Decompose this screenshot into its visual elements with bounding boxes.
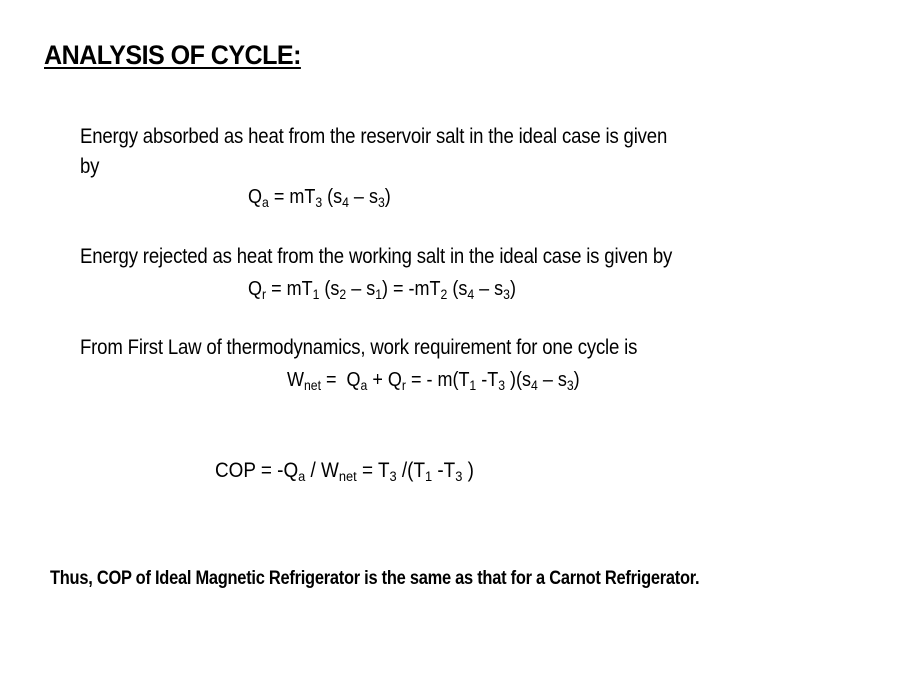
eq-term: / W xyxy=(305,459,339,482)
paragraph-heat-absorbed-line2: by xyxy=(80,155,100,178)
eq-subscript: 2 xyxy=(440,286,448,302)
eq-subscript: 1 xyxy=(375,286,383,302)
eq-term: – s xyxy=(474,278,504,300)
eq-term: COP = -Q xyxy=(215,459,299,482)
eq-subscript: 3 xyxy=(315,194,323,210)
eq-subscript: 3 xyxy=(455,468,463,485)
eq-term: = - m(T xyxy=(405,369,470,391)
eq-term: ) xyxy=(384,186,391,208)
eq-subscript: 4 xyxy=(342,194,349,210)
eq-term: ) xyxy=(509,278,516,300)
equation-heat-rejected xyxy=(248,278,516,301)
conclusion-statement: Thus, COP of Ideal Magnetic Refrigerator is the same as that for a Carnot Refrigerator. xyxy=(50,568,700,589)
eq-term: (s xyxy=(319,278,340,300)
eq-subscript: 2 xyxy=(339,286,347,302)
eq-subscript: 3 xyxy=(566,377,574,393)
slide-title: ANALYSIS OF CYCLE: xyxy=(44,40,301,70)
eq-term: )(s xyxy=(505,369,532,391)
eq-subscript: 3 xyxy=(389,468,397,485)
paragraph-first-law: From First Law of thermodynamics, work requirement for one cycle is xyxy=(80,336,638,359)
eq-subscript: net xyxy=(304,377,322,393)
eq-subscript: 1 xyxy=(469,377,477,393)
eq-subscript: 1 xyxy=(424,468,433,485)
eq-term: ) xyxy=(462,459,474,482)
eq-term: = T xyxy=(356,459,390,482)
eq-subscript: 3 xyxy=(377,194,385,210)
eq-term: (s xyxy=(447,278,468,300)
paragraph-heat-rejected: Energy rejected as heat from the working salt in the ideal case is given by xyxy=(80,245,673,268)
eq-term: -T xyxy=(476,369,499,391)
eq-subscript: 4 xyxy=(531,377,538,393)
eq-term: = Q xyxy=(321,369,361,391)
eq-term: Q xyxy=(248,186,263,208)
eq-subscript: 4 xyxy=(467,286,475,302)
eq-subscript: a xyxy=(262,194,269,210)
eq-term: = mT xyxy=(266,278,313,300)
eq-term: = mT xyxy=(268,186,316,208)
eq-term: – s xyxy=(348,186,378,208)
eq-term: ) = -mT xyxy=(382,278,441,300)
equation-cop xyxy=(215,459,474,483)
eq-term: – s xyxy=(346,278,376,300)
equation-net-work xyxy=(287,369,580,392)
eq-term: + Q xyxy=(367,369,402,391)
eq-subscript: r xyxy=(401,377,406,393)
eq-subscript: r xyxy=(262,286,267,302)
eq-subscript: a xyxy=(298,468,306,485)
eq-term: -T xyxy=(432,459,456,482)
eq-term: ) xyxy=(573,369,580,391)
paragraph-heat-absorbed-line1: Energy absorbed as heat from the reservoir salt in the ideal case is given xyxy=(80,125,668,148)
eq-subscript: 1 xyxy=(312,286,320,302)
eq-subscript: a xyxy=(360,377,368,393)
eq-term: Q xyxy=(248,278,263,300)
eq-subscript: 3 xyxy=(498,377,506,393)
eq-subscript: 3 xyxy=(503,286,510,302)
eq-term: (s xyxy=(322,186,343,208)
eq-subscript: net xyxy=(338,468,357,485)
eq-term: – s xyxy=(537,369,567,391)
eq-term: /(T xyxy=(396,459,425,482)
eq-term: W xyxy=(287,369,305,391)
equation-heat-absorbed xyxy=(248,186,391,209)
